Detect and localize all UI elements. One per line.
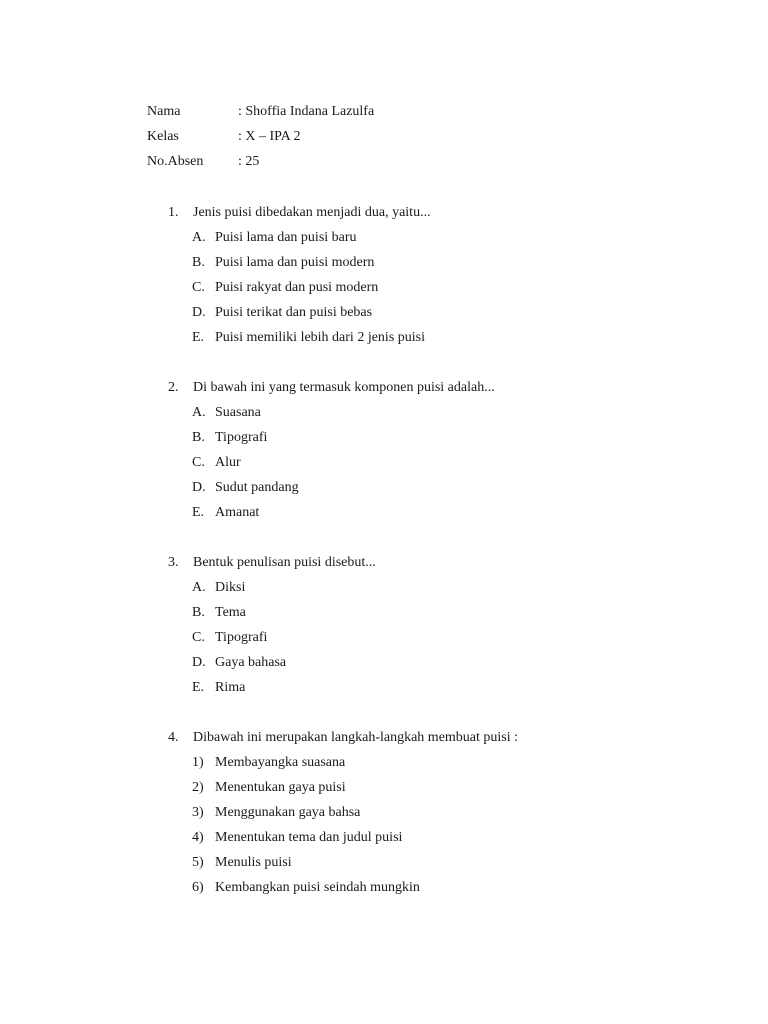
option-label: D. <box>192 305 206 320</box>
option-text: Gaya bahasa <box>215 655 287 670</box>
question-number: 1. <box>168 205 179 220</box>
option-label: C. <box>192 630 205 645</box>
answer-option <box>168 452 728 477</box>
question-text-row <box>168 377 728 402</box>
field-label: No.Absen <box>147 154 204 169</box>
step-item <box>168 752 728 777</box>
step-label: 1) <box>192 755 204 770</box>
step-item <box>168 877 728 902</box>
option-text: Suasana <box>215 405 261 420</box>
option-text: Amanat <box>215 505 260 520</box>
student-number-row <box>147 151 374 176</box>
option-text: Tema <box>215 605 246 620</box>
question-3 <box>168 552 728 702</box>
question-text: Jenis puisi dibedakan menjadi dua, yaitu... <box>193 205 431 220</box>
step-item <box>168 827 728 852</box>
option-text: Puisi lama dan puisi modern <box>215 255 375 270</box>
step-item <box>168 777 728 802</box>
answer-option <box>168 502 728 527</box>
answer-option <box>168 252 728 277</box>
option-label: A. <box>192 405 206 420</box>
question-number: 2. <box>168 380 179 395</box>
option-label: D. <box>192 655 206 670</box>
answer-option <box>168 327 728 352</box>
question-text: Dibawah ini merupakan langkah-langkah membuat puisi : <box>193 730 519 745</box>
step-text: Menggunakan gaya bahsa <box>215 805 361 820</box>
option-label: A. <box>192 580 206 595</box>
option-text: Tipografi <box>215 630 268 645</box>
answer-option <box>168 602 728 627</box>
option-label: D. <box>192 480 206 495</box>
option-label: B. <box>192 605 205 620</box>
step-label: 3) <box>192 805 204 820</box>
option-text: Puisi terikat dan puisi bebas <box>215 305 373 320</box>
step-text: Kembangkan puisi seindah mungkin <box>215 880 420 895</box>
option-text: Alur <box>215 455 241 470</box>
field-label: Nama <box>147 104 181 119</box>
question-text-row <box>168 202 728 227</box>
student-info <box>147 101 374 176</box>
option-label: E. <box>192 330 205 345</box>
step-label: 4) <box>192 830 204 845</box>
question-text: Di bawah ini yang termasuk komponen puisi adalah... <box>193 380 495 395</box>
step-label: 6) <box>192 880 204 895</box>
question-text-row <box>168 727 728 752</box>
option-label: B. <box>192 430 205 445</box>
question-text-row <box>168 552 728 577</box>
question-number: 3. <box>168 555 179 570</box>
step-text: Membayangka suasana <box>215 755 346 770</box>
option-text: Puisi memiliki lebih dari 2 jenis puisi <box>215 330 425 345</box>
answer-option <box>168 677 728 702</box>
question-2 <box>168 377 728 527</box>
field-value: : X – IPA 2 <box>238 129 301 144</box>
answer-option <box>168 277 728 302</box>
field-label: Kelas <box>147 129 179 144</box>
option-text: Sudut pandang <box>215 480 299 495</box>
option-text: Rima <box>215 680 246 695</box>
option-label: A. <box>192 230 206 245</box>
student-class-row <box>147 126 374 151</box>
question-number: 4. <box>168 730 179 745</box>
answer-option <box>168 402 728 427</box>
question-text: Bentuk penulisan puisi disebut... <box>193 555 376 570</box>
answer-option <box>168 627 728 652</box>
option-text: Diksi <box>215 580 246 595</box>
question-4 <box>168 727 728 902</box>
step-label: 5) <box>192 855 204 870</box>
step-text: Menentukan tema dan judul puisi <box>215 830 403 845</box>
step-item <box>168 852 728 877</box>
step-text: Menentukan gaya puisi <box>215 780 346 795</box>
field-value: : 25 <box>238 154 260 169</box>
answer-option <box>168 302 728 327</box>
option-text: Puisi rakyat dan pusi modern <box>215 280 379 295</box>
question-1 <box>168 202 728 352</box>
option-text: Tipografi <box>215 430 268 445</box>
option-text: Puisi lama dan puisi baru <box>215 230 357 245</box>
option-label: C. <box>192 280 205 295</box>
field-value: : Shoffia Indana Lazulfa <box>238 104 375 119</box>
step-item <box>168 802 728 827</box>
option-label: E. <box>192 680 205 695</box>
student-name-row <box>147 101 374 126</box>
answer-option <box>168 427 728 452</box>
option-label: E. <box>192 505 205 520</box>
answer-option <box>168 652 728 677</box>
step-text: Menulis puisi <box>215 855 292 870</box>
step-label: 2) <box>192 780 204 795</box>
option-label: C. <box>192 455 205 470</box>
answer-option <box>168 477 728 502</box>
answer-option <box>168 227 728 252</box>
question-list <box>168 202 728 927</box>
option-label: B. <box>192 255 205 270</box>
answer-option <box>168 577 728 602</box>
